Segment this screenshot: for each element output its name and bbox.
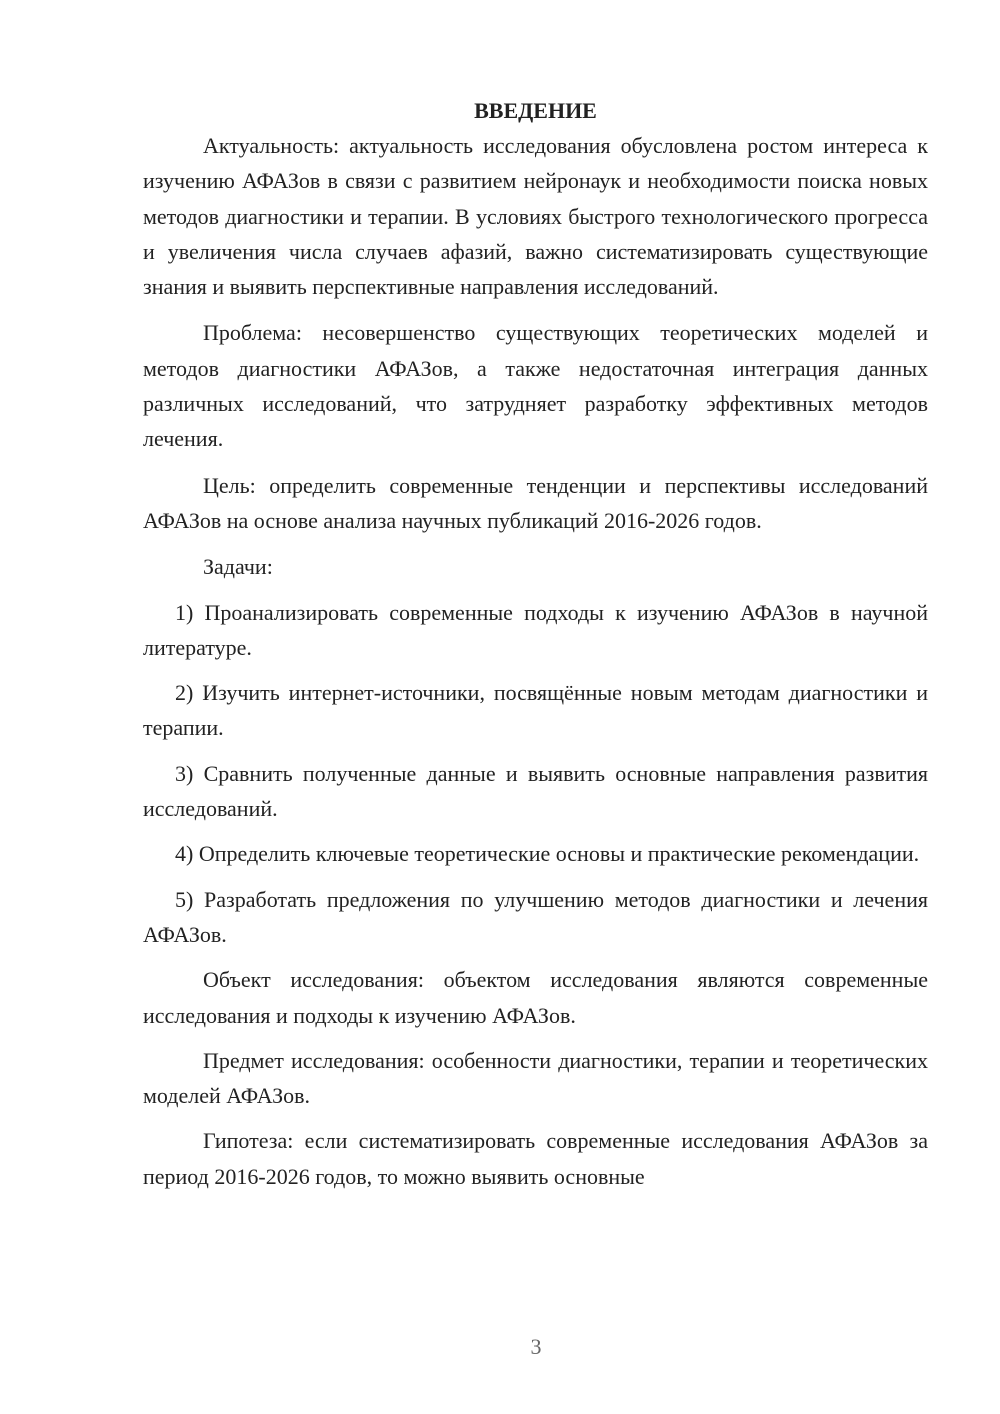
hypothesis-paragraph: Гипотеза: если систематизировать современные исследования АФАЗов за период 2016-2026 годов, то можно выявить основные bbox=[143, 1128, 928, 1189]
section-heading: ВВЕДЕНИЕ bbox=[474, 98, 597, 123]
goal-paragraph: Цель: определить современные тенденции и перспективы исследований АФАЗов на основе анализа научных публикаций 2016-2026 годов. bbox=[143, 472, 928, 533]
subject-paragraph: Предмет исследования: особенности диагностики, терапии и теоретических моделей АФАЗов. bbox=[143, 1047, 928, 1109]
task-item: 3) Сравнить полученные данные и выявить основные направления развития исследований. bbox=[143, 760, 928, 822]
relevance-paragraph: Актуальность: актуальность исследования обусловлена ростом интереса к изучению АФАЗов в связи с развитием нейронаук и необходимости поиска новых методов диагностики и терапии. В условиях быстрого технологического прогресса и увеличения числа случаев афазий, важно систематизировать существующие знания и выявить перспективные направления исследований. bbox=[143, 133, 928, 300]
task-item: 2) Изучить интернет-источники, посвящённые новым методам диагностики и терапии. bbox=[143, 680, 928, 741]
task-item: 1) Проанализировать современные подходы к изучению АФАЗов в научной литературе. bbox=[143, 599, 928, 660]
tasks-label: Задачи: bbox=[203, 554, 273, 580]
task-item: 5) Разработать предложения по улучшению методов диагностики и лечения АФАЗов. bbox=[143, 886, 928, 947]
document-body bbox=[143, 93, 928, 1194]
task-item: 4) Определить ключевые теоретические основы и практические рекомендации. bbox=[175, 841, 920, 867]
object-paragraph: Объект исследования: объектом исследования являются современные исследования и подходы к изучению АФАЗов. bbox=[143, 967, 928, 1028]
problem-paragraph: Проблема: несовершенство существующих теоретических моделей и методов диагностики АФАЗов, а также недостаточная интеграция данных различных исследований, что затрудняет разработку эффективных методов лечения. bbox=[143, 320, 928, 452]
page-number: 3 bbox=[530, 1334, 542, 1359]
